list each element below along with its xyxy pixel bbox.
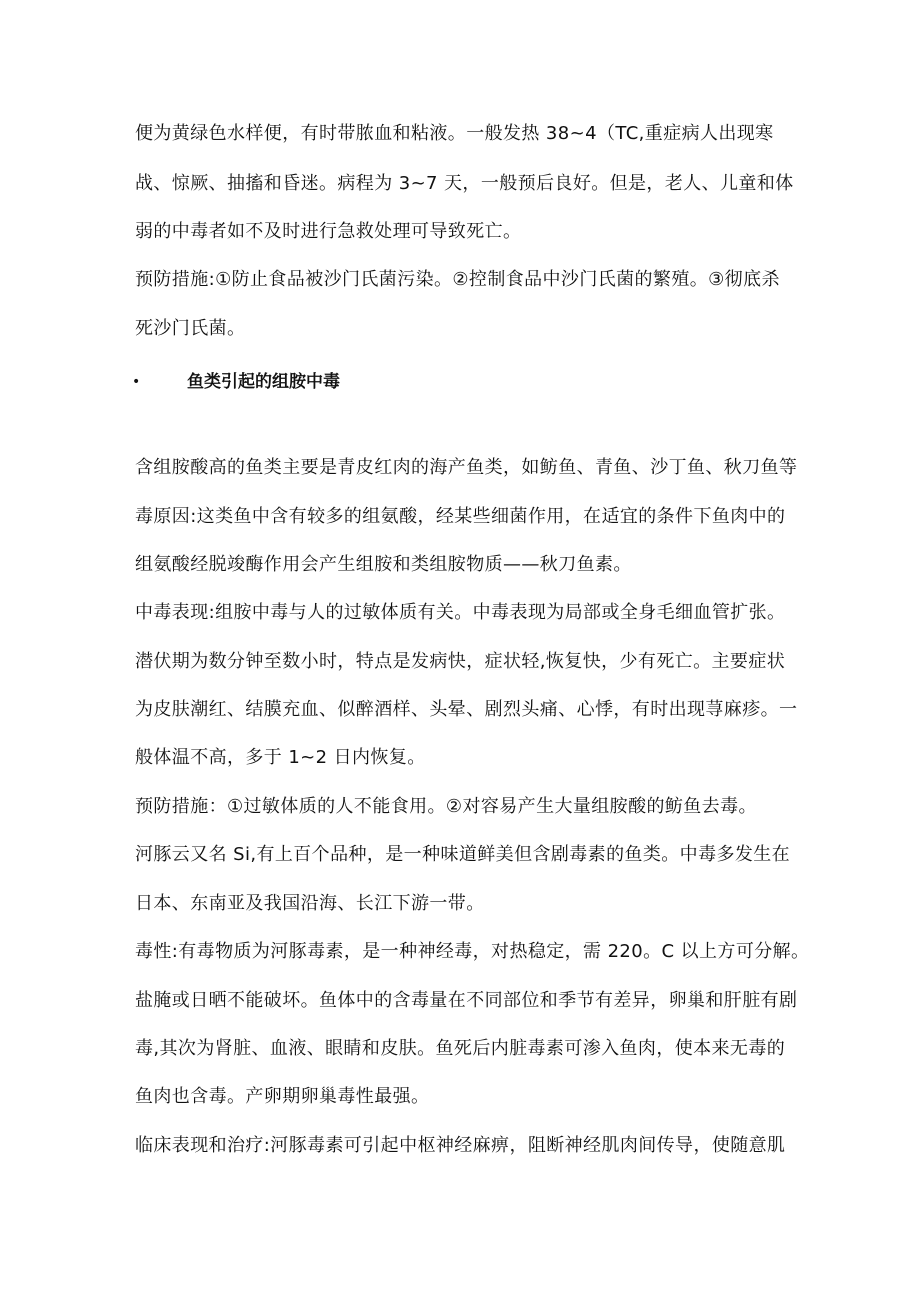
text-line: 含组胺酸高的鱼类主要是青皮红肉的海产鱼类，如鲂鱼、青鱼、沙丁鱼、秋刀鱼等 [135, 457, 798, 478]
text-line: 为皮肤潮红、结膜充血、似醉酒样、头晕、剧烈头痛、心悸，有时出现荨麻疹。一 [135, 699, 798, 720]
text-line: 般体温不高，多于 1~2 日内恢复。 [135, 747, 426, 768]
text-line: 死沙门氏菌。 [135, 318, 246, 339]
text-line: 组氨酸经脱竣酶作用会产生组胺和类组胺物质——秋刀鱼素。 [135, 554, 632, 575]
text-line: 弱的中毒者如不及时进行急救处理可导致死亡。 [135, 221, 522, 242]
section-heading: 鱼类引起的组胺中毒 [187, 372, 340, 392]
text-line: 盐腌或日晒不能破坏。鱼体中的含毒量在不同部位和季节有差异，卵巢和肝脏有剧 [135, 990, 798, 1011]
text-line: 战、惊厥、抽搐和昏迷。病程为 3~7 天，一般预后良好。但是，老人、儿童和体 [135, 173, 794, 194]
bullet-icon: • [132, 374, 141, 390]
text-line: 鱼肉也含毒。产卵期卵巢毒性最强。 [135, 1086, 430, 1107]
text-line: 预防措施：①过敏体质的人不能食用。②对容易产生大量组胺酸的鲂鱼去毒。 [135, 796, 757, 817]
text-line: 毒原因:这类鱼中含有较多的组氨酸，经某些细菌作用，在适宜的条件下鱼肉中的 [135, 506, 786, 527]
text-line: 毒性:有毒物质为河豚毒素，是一种神经毒，对热稳定，需 220。C 以上方可分解。 [135, 941, 810, 962]
text-line: 潜伏期为数分钟至数小时，特点是发病快，症状轻,恢复快，少有死亡。主要症状 [135, 651, 786, 672]
text-line: 中毒表现:组胺中毒与人的过敏体质有关。中毒表现为局部或全身毛细血管扩张。 [135, 602, 786, 623]
text-line: 预防措施:①防止食品被沙门氏菌污染。②控制食品中沙门氏菌的繁殖。③彻底杀 [135, 269, 780, 290]
text-line: 河豚云又名 Si,有上百个品种，是一种味道鲜美但含剧毒素的鱼类。中毒多发生在 [135, 844, 791, 865]
text-line: 日本、东南亚及我国沿海、长江下游一带。 [135, 893, 485, 914]
text-line: 便为黄绿色水样便，有时带脓血和粘液。一般发热 38~4（TC,重症病人出现寒 [135, 123, 774, 144]
text-line: 临床表现和治疗:河豚毒素可引起中枢神经麻痹，阻断神经肌肉间传导，使随意肌 [135, 1135, 786, 1156]
text-line: 毒,其次为肾脏、血液、眼睛和皮肤。鱼死后内脏毒素可渗入鱼肉，使本来无毒的 [135, 1038, 786, 1059]
